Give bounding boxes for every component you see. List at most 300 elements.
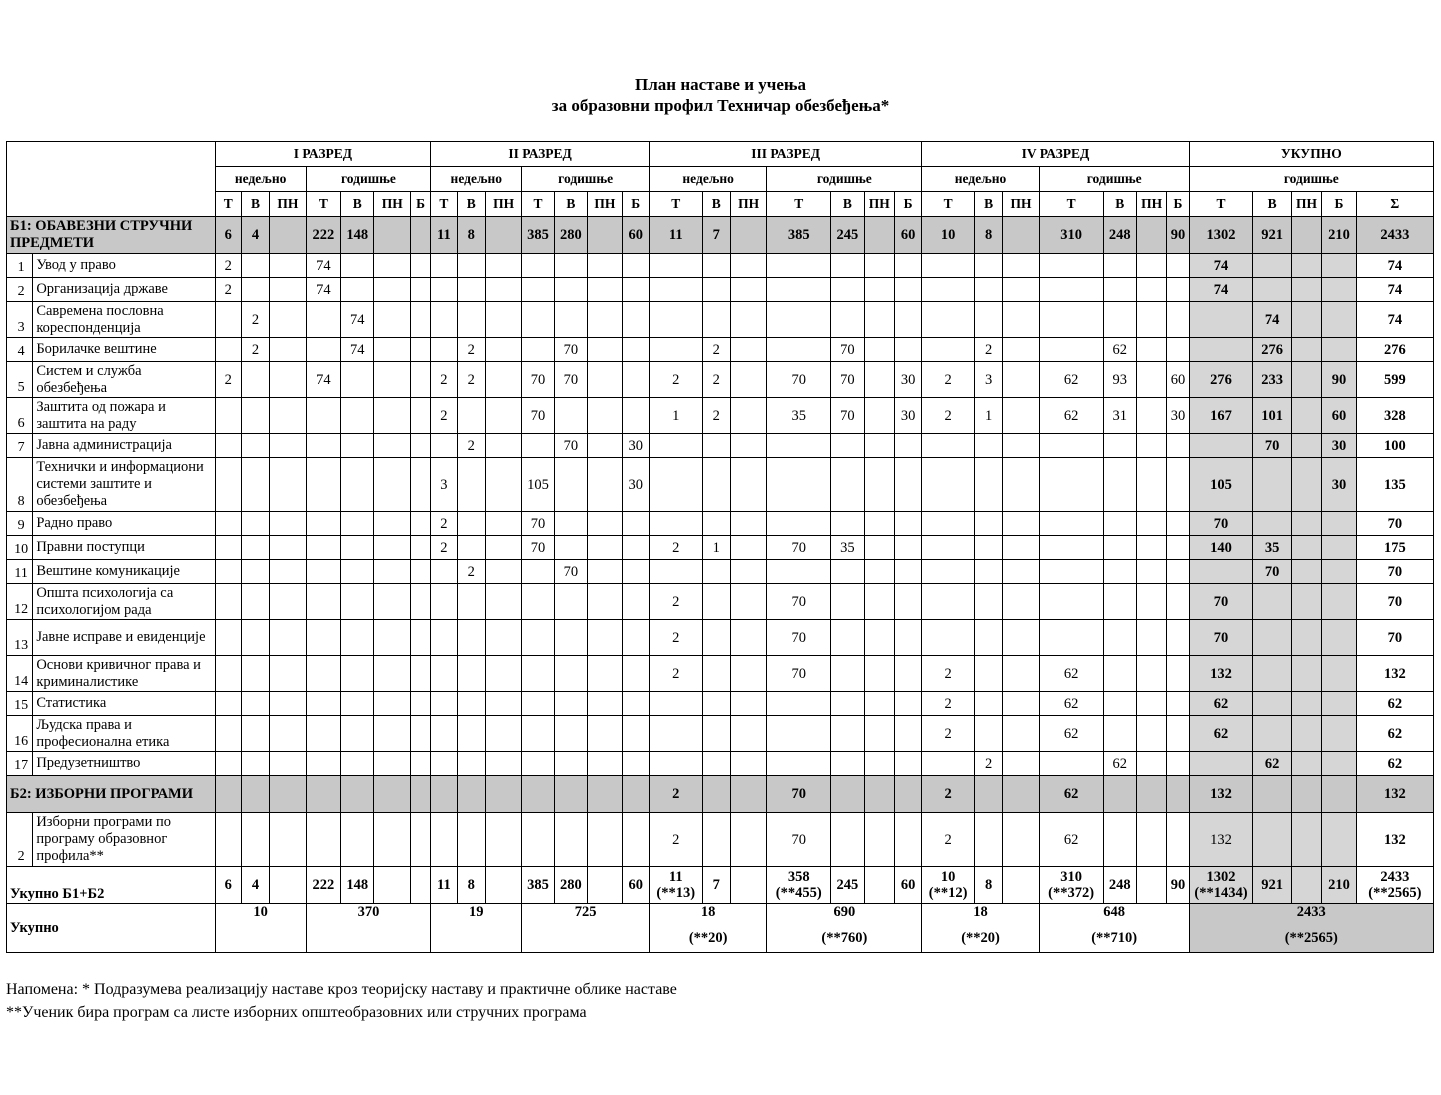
value-cell bbox=[431, 656, 457, 692]
value-cell bbox=[588, 620, 622, 656]
value-cell: 2 bbox=[457, 560, 485, 584]
value-cell bbox=[1103, 278, 1136, 302]
value-cell: 2 bbox=[241, 338, 269, 362]
value-cell bbox=[1003, 620, 1039, 656]
value-cell bbox=[864, 217, 894, 254]
col-header: В bbox=[457, 192, 485, 217]
value-cell bbox=[1039, 278, 1103, 302]
value-cell bbox=[270, 398, 306, 434]
row-number: 2 bbox=[7, 813, 33, 867]
value-cell bbox=[1136, 434, 1166, 458]
value-cell: 30 bbox=[894, 398, 921, 434]
row-number: 8 bbox=[7, 458, 33, 512]
col-header: В bbox=[554, 192, 587, 217]
value-cell bbox=[588, 458, 622, 512]
value-cell bbox=[215, 302, 241, 338]
value-cell bbox=[410, 302, 430, 338]
value-cell bbox=[831, 656, 864, 692]
value-cell bbox=[1136, 656, 1166, 692]
value-cell bbox=[894, 512, 921, 536]
value-cell bbox=[588, 716, 622, 752]
value-cell bbox=[1039, 560, 1103, 584]
value-cell bbox=[554, 752, 587, 776]
value-cell: 2 bbox=[457, 338, 485, 362]
grade-header: III РАЗРЕД bbox=[649, 142, 921, 167]
value-cell bbox=[730, 362, 766, 398]
value-cell bbox=[622, 362, 649, 398]
row-number: 12 bbox=[7, 584, 33, 620]
value-cell bbox=[485, 398, 521, 434]
subject-name: Основи кривичног права и криминалистике bbox=[33, 656, 215, 692]
value-cell: 70 bbox=[1356, 584, 1433, 620]
row-number: 7 bbox=[7, 434, 33, 458]
grand-total-cell bbox=[306, 904, 431, 953]
value-cell: 175 bbox=[1356, 536, 1433, 560]
value-cell bbox=[241, 560, 269, 584]
value-cell bbox=[1136, 776, 1166, 813]
value-cell bbox=[1167, 656, 1189, 692]
value-cell bbox=[1167, 278, 1189, 302]
value-cell bbox=[730, 254, 766, 278]
value-cell bbox=[431, 813, 457, 867]
value-cell bbox=[1003, 362, 1039, 398]
table-row bbox=[7, 512, 1434, 536]
value-cell bbox=[864, 278, 894, 302]
value-cell: 1 bbox=[649, 398, 702, 434]
value-cell bbox=[431, 302, 457, 338]
value-cell bbox=[341, 458, 374, 512]
value-cell bbox=[831, 458, 864, 512]
value-cell bbox=[410, 536, 430, 560]
value-cell bbox=[1253, 278, 1291, 302]
value-cell bbox=[1167, 302, 1189, 338]
value-cell: 7 bbox=[702, 217, 730, 254]
value-cell bbox=[1291, 254, 1321, 278]
value-cell bbox=[1136, 752, 1166, 776]
value-cell bbox=[1039, 752, 1103, 776]
value-cell bbox=[522, 692, 554, 716]
value-cell bbox=[1136, 512, 1166, 536]
value-cell bbox=[1136, 338, 1166, 362]
value-cell: 132 bbox=[1189, 813, 1253, 867]
value-cell bbox=[270, 434, 306, 458]
value-cell bbox=[1167, 512, 1189, 536]
grand-total-alt-value: (**710) bbox=[1091, 930, 1138, 946]
col-header: В bbox=[241, 192, 269, 217]
value-cell bbox=[1103, 776, 1136, 813]
value-cell: 2 bbox=[649, 536, 702, 560]
value-cell bbox=[215, 560, 241, 584]
col-header: Σ bbox=[1356, 192, 1433, 217]
row-number: 2 bbox=[7, 278, 33, 302]
value-cell: 222 bbox=[306, 867, 340, 904]
value-cell bbox=[241, 584, 269, 620]
value-cell bbox=[410, 620, 430, 656]
value-cell bbox=[1253, 692, 1291, 716]
value-cell bbox=[485, 752, 521, 776]
value-cell bbox=[554, 584, 587, 620]
value-cell bbox=[622, 656, 649, 692]
value-cell: 35 bbox=[1253, 536, 1291, 560]
value-cell bbox=[1253, 512, 1291, 536]
value-cell bbox=[649, 512, 702, 536]
value-cell bbox=[1167, 584, 1189, 620]
value-cell: 4 bbox=[241, 217, 269, 254]
value-cell: 74 bbox=[341, 302, 374, 338]
value-cell: 35 bbox=[831, 536, 864, 560]
value-cell bbox=[485, 813, 521, 867]
value-cell bbox=[270, 692, 306, 716]
value-cell: 10 (**12) bbox=[922, 867, 975, 904]
value-cell: 276 bbox=[1253, 338, 1291, 362]
value-cell bbox=[457, 458, 485, 512]
subject-name: Савремена пословна кореспонденција bbox=[33, 302, 215, 338]
value-cell bbox=[374, 362, 410, 398]
grand-total-cell bbox=[649, 904, 766, 953]
value-cell bbox=[649, 302, 702, 338]
value-cell bbox=[622, 620, 649, 656]
value-cell bbox=[974, 776, 1002, 813]
value-cell: 2 bbox=[649, 620, 702, 656]
value-cell bbox=[215, 620, 241, 656]
value-cell bbox=[1291, 560, 1321, 584]
value-cell bbox=[649, 560, 702, 584]
value-cell bbox=[864, 512, 894, 536]
value-cell bbox=[922, 458, 975, 512]
col-header: Т bbox=[767, 192, 831, 217]
value-cell: 11 (**13) bbox=[649, 867, 702, 904]
value-cell bbox=[922, 752, 975, 776]
value-cell bbox=[864, 620, 894, 656]
value-cell bbox=[894, 254, 921, 278]
value-cell: 385 bbox=[767, 217, 831, 254]
value-cell bbox=[1322, 254, 1356, 278]
value-cell bbox=[1136, 362, 1166, 398]
value-cell bbox=[1291, 458, 1321, 512]
grand-total-value: 10 bbox=[253, 904, 268, 920]
value-cell bbox=[1103, 692, 1136, 716]
value-cell: 328 bbox=[1356, 398, 1433, 434]
value-cell: 2 bbox=[457, 434, 485, 458]
value-cell bbox=[588, 512, 622, 536]
table-row bbox=[7, 716, 1434, 752]
value-cell: 2 bbox=[974, 338, 1002, 362]
grade-header: II РАЗРЕД bbox=[431, 142, 650, 167]
value-cell bbox=[864, 338, 894, 362]
value-cell bbox=[974, 302, 1002, 338]
value-cell bbox=[306, 656, 340, 692]
grand-total-value: 690 bbox=[833, 904, 856, 920]
weekly-header: недељно bbox=[922, 167, 1039, 192]
col-header: Т bbox=[1189, 192, 1253, 217]
value-cell: 74 bbox=[1189, 278, 1253, 302]
yearly-header: годишње bbox=[767, 167, 922, 192]
value-cell bbox=[1136, 536, 1166, 560]
value-cell: 70 bbox=[767, 584, 831, 620]
value-cell bbox=[767, 254, 831, 278]
value-cell bbox=[554, 398, 587, 434]
value-cell bbox=[410, 560, 430, 584]
value-cell bbox=[1189, 752, 1253, 776]
subject-name: Предузетништво bbox=[33, 752, 215, 776]
value-cell bbox=[485, 656, 521, 692]
value-cell bbox=[622, 398, 649, 434]
value-cell bbox=[554, 716, 587, 752]
subject-name: Увод у право bbox=[33, 254, 215, 278]
col-header: ПН bbox=[1291, 192, 1321, 217]
value-cell bbox=[702, 752, 730, 776]
table-row bbox=[7, 584, 1434, 620]
value-cell: 62 bbox=[1356, 716, 1433, 752]
value-cell bbox=[702, 560, 730, 584]
value-cell bbox=[649, 338, 702, 362]
value-cell bbox=[341, 560, 374, 584]
col-header: В bbox=[831, 192, 864, 217]
row-number: 6 bbox=[7, 398, 33, 434]
value-cell bbox=[341, 656, 374, 692]
value-cell: 90 bbox=[1167, 217, 1189, 254]
value-cell bbox=[1291, 434, 1321, 458]
value-cell bbox=[374, 434, 410, 458]
value-cell bbox=[588, 362, 622, 398]
value-cell: 70 bbox=[767, 620, 831, 656]
value-cell bbox=[702, 278, 730, 302]
grand-total-cell bbox=[767, 904, 922, 953]
value-cell bbox=[864, 434, 894, 458]
subject-name: Изборни програми по програму образовног профила** bbox=[33, 813, 215, 867]
value-cell: 31 bbox=[1103, 398, 1136, 434]
value-cell bbox=[241, 776, 269, 813]
value-cell: 30 bbox=[622, 458, 649, 512]
value-cell bbox=[457, 278, 485, 302]
value-cell bbox=[864, 398, 894, 434]
value-cell bbox=[831, 813, 864, 867]
value-cell bbox=[1253, 458, 1291, 512]
value-cell bbox=[306, 302, 340, 338]
value-cell bbox=[410, 254, 430, 278]
value-cell: 2 bbox=[649, 362, 702, 398]
value-cell bbox=[410, 362, 430, 398]
value-cell bbox=[522, 560, 554, 584]
value-cell bbox=[1322, 338, 1356, 362]
col-header: Б bbox=[894, 192, 921, 217]
value-cell bbox=[622, 776, 649, 813]
value-cell bbox=[702, 716, 730, 752]
value-cell bbox=[1291, 584, 1321, 620]
value-cell: 1302 (**1434) bbox=[1189, 867, 1253, 904]
value-cell: 245 bbox=[831, 867, 864, 904]
value-cell bbox=[270, 656, 306, 692]
value-cell: 70 bbox=[522, 512, 554, 536]
value-cell bbox=[374, 278, 410, 302]
value-cell bbox=[767, 716, 831, 752]
value-cell bbox=[485, 620, 521, 656]
value-cell bbox=[1039, 620, 1103, 656]
value-cell bbox=[485, 254, 521, 278]
value-cell bbox=[1103, 560, 1136, 584]
value-cell bbox=[215, 584, 241, 620]
value-cell: 60 bbox=[894, 867, 921, 904]
value-cell bbox=[974, 512, 1002, 536]
value-cell bbox=[306, 584, 340, 620]
value-cell bbox=[341, 692, 374, 716]
subject-name: Заштита од пожара и заштита на раду bbox=[33, 398, 215, 434]
value-cell bbox=[922, 584, 975, 620]
value-cell bbox=[410, 776, 430, 813]
value-cell bbox=[767, 752, 831, 776]
value-cell bbox=[831, 752, 864, 776]
value-cell bbox=[622, 338, 649, 362]
value-cell bbox=[215, 338, 241, 362]
value-cell: 2 bbox=[922, 692, 975, 716]
subject-name: Борилачке вештине bbox=[33, 338, 215, 362]
row-number: 5 bbox=[7, 362, 33, 398]
row-number: 4 bbox=[7, 338, 33, 362]
value-cell bbox=[270, 278, 306, 302]
value-cell bbox=[215, 458, 241, 512]
value-cell bbox=[730, 338, 766, 362]
value-cell bbox=[1189, 434, 1253, 458]
value-cell bbox=[522, 302, 554, 338]
value-cell: 280 bbox=[554, 217, 587, 254]
value-cell bbox=[864, 656, 894, 692]
value-cell: 70 bbox=[1356, 512, 1433, 536]
value-cell: 8 bbox=[457, 217, 485, 254]
value-cell bbox=[522, 278, 554, 302]
value-cell bbox=[554, 254, 587, 278]
value-cell bbox=[730, 867, 766, 904]
value-cell bbox=[341, 254, 374, 278]
value-cell bbox=[831, 278, 864, 302]
value-cell: 62 bbox=[1039, 692, 1103, 716]
value-cell: 148 bbox=[341, 867, 374, 904]
value-cell bbox=[1003, 217, 1039, 254]
value-cell bbox=[831, 776, 864, 813]
value-cell bbox=[410, 813, 430, 867]
value-cell bbox=[485, 867, 521, 904]
value-cell: 2 bbox=[215, 278, 241, 302]
value-cell bbox=[702, 584, 730, 620]
value-cell bbox=[457, 752, 485, 776]
value-cell: 2 bbox=[922, 776, 975, 813]
value-cell bbox=[702, 512, 730, 536]
value-cell bbox=[1167, 813, 1189, 867]
col-header: Б bbox=[1322, 192, 1356, 217]
value-cell bbox=[306, 536, 340, 560]
value-cell bbox=[894, 278, 921, 302]
row-number: 9 bbox=[7, 512, 33, 536]
subject-name: Вештине комуникације bbox=[33, 560, 215, 584]
value-cell: 62 bbox=[1253, 752, 1291, 776]
value-cell bbox=[894, 302, 921, 338]
value-cell: 11 bbox=[431, 867, 457, 904]
value-cell bbox=[588, 656, 622, 692]
value-cell: 62 bbox=[1356, 692, 1433, 716]
value-cell bbox=[730, 434, 766, 458]
grand-total-value: 648 bbox=[1103, 904, 1126, 920]
value-cell bbox=[1003, 398, 1039, 434]
value-cell bbox=[894, 776, 921, 813]
value-cell bbox=[622, 512, 649, 536]
value-cell bbox=[1003, 867, 1039, 904]
value-cell: 1302 bbox=[1189, 217, 1253, 254]
value-cell bbox=[1322, 302, 1356, 338]
value-cell bbox=[306, 338, 340, 362]
weekly-header: недељно bbox=[215, 167, 306, 192]
value-cell bbox=[1003, 560, 1039, 584]
table-row bbox=[7, 398, 1434, 434]
value-cell bbox=[341, 776, 374, 813]
row-number: 10 bbox=[7, 536, 33, 560]
value-cell bbox=[831, 692, 864, 716]
value-cell: 310 bbox=[1039, 217, 1103, 254]
value-cell bbox=[522, 584, 554, 620]
value-cell: 105 bbox=[522, 458, 554, 512]
value-cell: 132 bbox=[1356, 776, 1433, 813]
value-cell: 74 bbox=[306, 362, 340, 398]
value-cell bbox=[588, 560, 622, 584]
value-cell bbox=[241, 398, 269, 434]
col-header: Т bbox=[431, 192, 457, 217]
value-cell bbox=[1103, 254, 1136, 278]
value-cell bbox=[431, 278, 457, 302]
value-cell bbox=[894, 620, 921, 656]
table-row bbox=[7, 620, 1434, 656]
value-cell bbox=[270, 776, 306, 813]
value-cell: 70 bbox=[1189, 512, 1253, 536]
value-cell bbox=[554, 776, 587, 813]
value-cell bbox=[341, 434, 374, 458]
value-cell bbox=[1003, 254, 1039, 278]
value-cell bbox=[522, 776, 554, 813]
value-cell: 2 bbox=[649, 584, 702, 620]
value-cell bbox=[1136, 560, 1166, 584]
value-cell: 62 bbox=[1039, 813, 1103, 867]
value-cell bbox=[554, 620, 587, 656]
value-cell: 62 bbox=[1189, 716, 1253, 752]
value-cell: 70 bbox=[831, 398, 864, 434]
value-cell bbox=[974, 536, 1002, 560]
value-cell bbox=[457, 398, 485, 434]
value-cell: 101 bbox=[1253, 398, 1291, 434]
value-cell bbox=[1003, 512, 1039, 536]
value-cell bbox=[649, 434, 702, 458]
value-cell bbox=[922, 338, 975, 362]
col-header: ПН bbox=[374, 192, 410, 217]
value-cell bbox=[702, 656, 730, 692]
value-cell bbox=[270, 254, 306, 278]
value-cell: 2 bbox=[922, 398, 975, 434]
grand-total-cell bbox=[922, 904, 1039, 953]
value-cell bbox=[1291, 692, 1321, 716]
value-cell bbox=[894, 692, 921, 716]
value-cell bbox=[702, 692, 730, 716]
value-cell bbox=[431, 692, 457, 716]
value-cell: 132 bbox=[1189, 776, 1253, 813]
col-header: Б bbox=[1167, 192, 1189, 217]
value-cell bbox=[1039, 458, 1103, 512]
value-cell bbox=[1253, 584, 1291, 620]
value-cell: 310 (**372) bbox=[1039, 867, 1103, 904]
value-cell: 62 bbox=[1039, 716, 1103, 752]
value-cell: 60 bbox=[622, 217, 649, 254]
value-cell bbox=[270, 584, 306, 620]
value-cell: 6 bbox=[215, 867, 241, 904]
value-cell bbox=[1039, 512, 1103, 536]
value-cell bbox=[767, 458, 831, 512]
value-cell bbox=[341, 362, 374, 398]
value-cell bbox=[767, 338, 831, 362]
